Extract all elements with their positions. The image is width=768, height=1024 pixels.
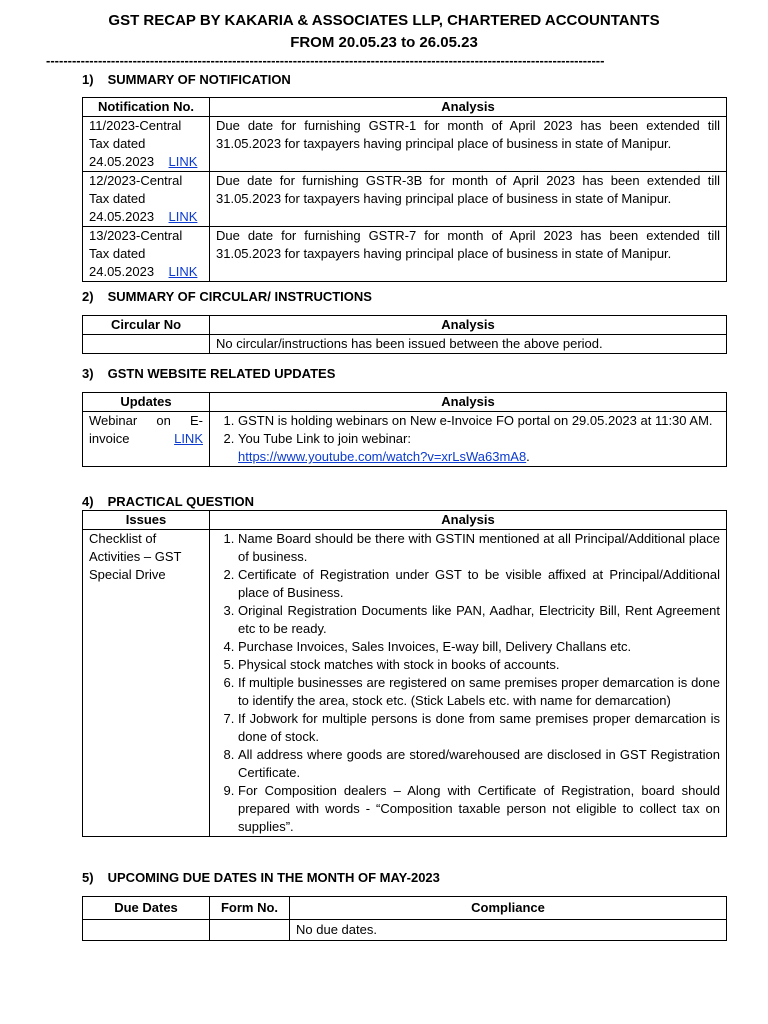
list-item: 1. Name Board should be there with GSTIN mentioned at all Principal/Additional place of business. <box>238 530 720 566</box>
notification-number: 12/2023-Central <box>89 173 183 188</box>
issue-cell: Checklist of Activities – GST Special Drive <box>83 530 210 837</box>
analysis-cell <box>210 530 727 837</box>
analysis-cell <box>210 412 727 467</box>
notification-date: 24.05.2023 <box>89 154 155 169</box>
analysis-cell: Due date for furnishing GSTR-7 for month of April 2023 has been extended till 31.05.2023 for taxpayers having principal place of business in state of Manipur. <box>210 227 727 282</box>
url-suffix: . <box>526 449 530 464</box>
column-header: Issues <box>83 511 210 530</box>
notification-link[interactable]: LINK <box>168 209 198 224</box>
list-item: 3. Original Registration Documents like PAN, Aadhar, Electricity Bill, Rent Agreement etc to be ready. <box>238 602 720 638</box>
notification-cell <box>83 117 210 172</box>
section-title: GSTN WEBSITE RELATED UPDATES <box>107 366 336 381</box>
compliance-cell: No due dates. <box>290 920 727 941</box>
table-row <box>83 412 727 467</box>
section-number: 1) <box>82 72 94 87</box>
column-header: Notification No. <box>83 98 210 117</box>
form-cell <box>210 920 290 941</box>
table-row <box>83 530 727 837</box>
column-header: Analysis <box>210 98 727 117</box>
youtube-link[interactable]: https://www.youtube.com/watch?v=xrLsWa63mA8 <box>238 449 527 464</box>
section-number: 5) <box>82 870 94 885</box>
table-row <box>83 920 727 941</box>
notification-link[interactable]: LINK <box>168 154 198 169</box>
table-row <box>83 172 727 227</box>
section-1-heading <box>82 72 291 87</box>
list-item: 6. If multiple businesses are registered on same premises proper demarcation is done to identify the area, stock etc. (Stick Labels etc. with name for demarcation) <box>238 674 720 710</box>
list-item: 7. If Jobwork for multiple persons is done from same premises proper demarcation is done of stock. <box>238 710 720 746</box>
notification-table <box>82 97 727 282</box>
section-3-heading <box>82 366 335 381</box>
column-header: Compliance <box>290 897 727 920</box>
list-item: 9. For Composition dealers – Along with Certificate of Registration, board should prepared with words - “Composition taxable person not eligible to collect tax on supplies”. <box>238 782 720 836</box>
notification-number: 11/2023-Central <box>89 118 182 133</box>
notification-cell <box>83 227 210 282</box>
update-link[interactable]: LINK <box>174 431 203 446</box>
update-cell <box>83 412 210 467</box>
section-number: 3) <box>82 366 94 381</box>
section-number: 2) <box>82 289 94 304</box>
table-header-row <box>83 316 727 335</box>
section-5-heading <box>82 870 440 885</box>
table-header-row <box>83 393 727 412</box>
column-header: Updates <box>83 393 210 412</box>
section-title: PRACTICAL QUESTION <box>107 494 255 509</box>
analysis-cell: Due date for furnishing GSTR-1 for month of April 2023 has been extended till 31.05.2023 for taxpayers having principal place of business in state of Manipur. <box>210 117 727 172</box>
section-title: SUMMARY OF NOTIFICATION <box>107 72 291 87</box>
column-header: Analysis <box>210 511 727 530</box>
column-header: Analysis <box>210 316 727 335</box>
list-item: 5. Physical stock matches with stock in books of accounts. <box>238 656 720 674</box>
list-item-text: You Tube Link to join webinar: <box>238 431 411 446</box>
list-item <box>238 430 720 466</box>
column-header: Analysis <box>210 393 727 412</box>
separator-line: --------------------------------------------------------------------------------------------------------------------------------- <box>46 54 605 68</box>
section-2-heading <box>82 289 372 304</box>
gstn-updates-table <box>82 392 727 467</box>
column-header: Due Dates <box>83 897 210 920</box>
practical-question-table <box>82 510 727 837</box>
notification-date: 24.05.2023 <box>89 209 155 224</box>
table-header-row <box>83 897 727 920</box>
update-text: Webinar on E-invoice <box>89 413 203 446</box>
section-title: UPCOMING DUE DATES IN THE MONTH OF MAY-2023 <box>107 870 440 885</box>
analysis-cell: No circular/instructions has been issued between the above period. <box>210 335 727 354</box>
due-date-cell <box>83 920 210 941</box>
section-title: SUMMARY OF CIRCULAR/ INSTRUCTIONS <box>107 289 372 304</box>
notification-type: Tax dated <box>89 246 146 261</box>
table-header-row <box>83 98 727 117</box>
list-item: 1. GSTN is holding webinars on New e-Invoice FO portal on 29.05.2023 at 11:30 AM. <box>238 412 720 430</box>
notification-date: 24.05.2023 <box>89 264 155 279</box>
column-header: Form No. <box>210 897 290 920</box>
column-header: Circular No <box>83 316 210 335</box>
list-item: 8. All address where goods are stored/warehoused are disclosed in GST Registration Certificate. <box>238 746 720 782</box>
section-number: 4) <box>82 494 94 509</box>
circular-table <box>82 315 727 354</box>
table-row <box>83 117 727 172</box>
list-item: 2. Certificate of Registration under GST to be visible affixed at Principal/Additional place of Business. <box>238 566 720 602</box>
notification-type: Tax dated <box>89 136 146 151</box>
due-dates-table <box>82 896 727 941</box>
analysis-cell: Due date for furnishing GSTR-3B for month of April 2023 has been extended till 31.05.2023 for taxpayers having principal place of business in state of Manipur. <box>210 172 727 227</box>
document-title: GST RECAP BY KAKARIA & ASSOCIATES LLP, CHARTERED ACCOUNTANTS <box>108 12 660 29</box>
table-row <box>83 335 727 354</box>
list-item: 4. Purchase Invoices, Sales Invoices, E-way bill, Delivery Challans etc. <box>238 638 720 656</box>
notification-link[interactable]: LINK <box>168 264 198 279</box>
section-4-heading <box>82 494 254 509</box>
notification-cell <box>83 172 210 227</box>
table-row <box>83 227 727 282</box>
table-header-row <box>83 511 727 530</box>
circular-cell <box>83 335 210 354</box>
notification-number: 13/2023-Central <box>89 228 183 243</box>
notification-type: Tax dated <box>89 191 146 206</box>
document-period: FROM 20.05.23 to 26.05.23 <box>290 34 478 51</box>
